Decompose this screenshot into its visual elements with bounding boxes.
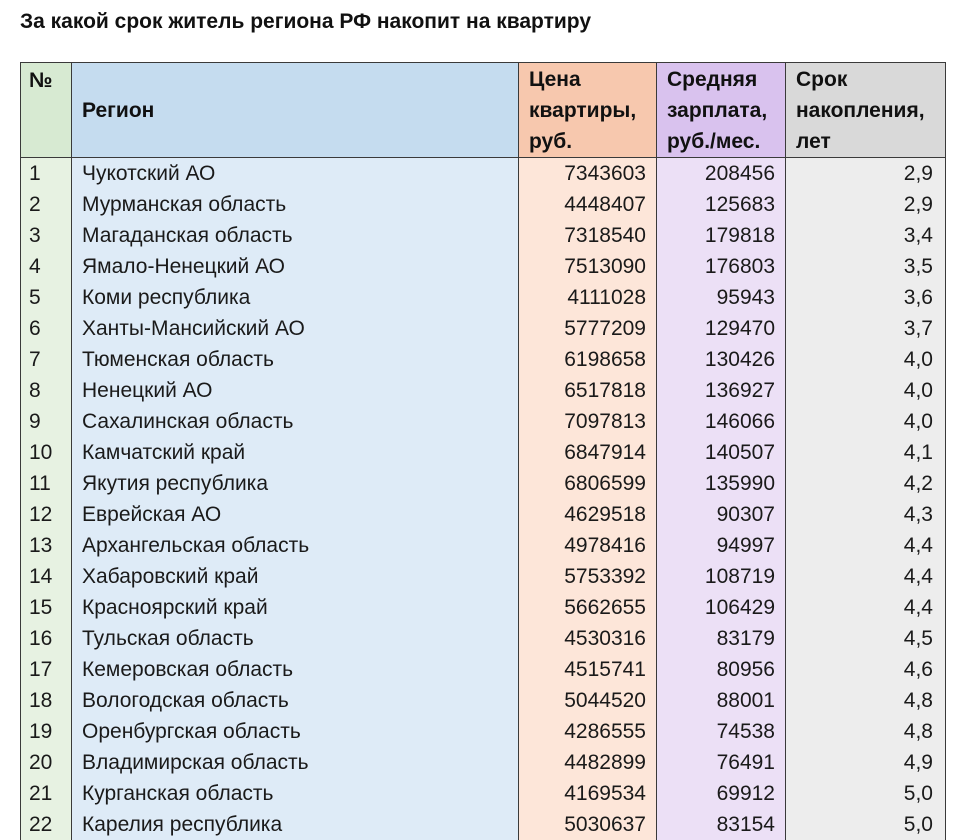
row-number: 2 bbox=[21, 189, 72, 220]
row-number: 22 bbox=[21, 809, 72, 840]
saving-years: 4,0 bbox=[786, 375, 946, 406]
saving-years: 5,0 bbox=[786, 809, 946, 840]
apartment-price: 7513090 bbox=[519, 251, 657, 282]
saving-years: 2,9 bbox=[786, 158, 946, 190]
region-name: Хабаровский край bbox=[72, 561, 519, 592]
row-number: 15 bbox=[21, 592, 72, 623]
average-salary: 69912 bbox=[657, 778, 786, 809]
table-row bbox=[21, 747, 946, 778]
region-name: Чукотский АО bbox=[72, 158, 519, 190]
table-row bbox=[21, 313, 946, 344]
apartment-price: 4629518 bbox=[519, 499, 657, 530]
row-number: 18 bbox=[21, 685, 72, 716]
apartment-price: 4111028 bbox=[519, 282, 657, 313]
average-salary: 146066 bbox=[657, 406, 786, 437]
saving-years: 4,6 bbox=[786, 654, 946, 685]
region-name: Тульская область bbox=[72, 623, 519, 654]
apartment-price: 6198658 bbox=[519, 344, 657, 375]
saving-years: 4,0 bbox=[786, 406, 946, 437]
apartment-price: 5662655 bbox=[519, 592, 657, 623]
average-salary: 136927 bbox=[657, 375, 786, 406]
apartment-price: 6517818 bbox=[519, 375, 657, 406]
saving-years: 4,5 bbox=[786, 623, 946, 654]
table-row bbox=[21, 809, 946, 840]
table-row bbox=[21, 344, 946, 375]
saving-years: 4,4 bbox=[786, 592, 946, 623]
average-salary: 106429 bbox=[657, 592, 786, 623]
average-salary: 88001 bbox=[657, 685, 786, 716]
average-salary: 140507 bbox=[657, 437, 786, 468]
table-row bbox=[21, 220, 946, 251]
apartment-price: 5030637 bbox=[519, 809, 657, 840]
page-title: За какой срок житель региона РФ накопит на квартиру bbox=[20, 10, 591, 34]
table-row bbox=[21, 406, 946, 437]
row-number: 14 bbox=[21, 561, 72, 592]
row-number: 13 bbox=[21, 530, 72, 561]
row-number: 12 bbox=[21, 499, 72, 530]
row-number: 6 bbox=[21, 313, 72, 344]
average-salary: 130426 bbox=[657, 344, 786, 375]
apartment-price: 6806599 bbox=[519, 468, 657, 499]
region-name: Коми республика bbox=[72, 282, 519, 313]
saving-years: 4,2 bbox=[786, 468, 946, 499]
saving-years: 4,8 bbox=[786, 716, 946, 747]
table-row bbox=[21, 437, 946, 468]
saving-years: 3,7 bbox=[786, 313, 946, 344]
average-salary: 125683 bbox=[657, 189, 786, 220]
header-salary: Средняя зарплата, руб./мес. bbox=[657, 63, 786, 158]
row-number: 11 bbox=[21, 468, 72, 499]
apartment-price: 7343603 bbox=[519, 158, 657, 190]
apartment-price: 5753392 bbox=[519, 561, 657, 592]
saving-years: 5,0 bbox=[786, 778, 946, 809]
apartment-price: 7097813 bbox=[519, 406, 657, 437]
header-region: Регион bbox=[72, 63, 519, 158]
region-name: Кемеровская область bbox=[72, 654, 519, 685]
apartment-price: 4530316 bbox=[519, 623, 657, 654]
average-salary: 90307 bbox=[657, 499, 786, 530]
region-name: Тюменская область bbox=[72, 344, 519, 375]
apartment-price: 6847914 bbox=[519, 437, 657, 468]
apartment-price: 4978416 bbox=[519, 530, 657, 561]
apartment-price: 5044520 bbox=[519, 685, 657, 716]
saving-years: 4,4 bbox=[786, 530, 946, 561]
apartment-price: 5777209 bbox=[519, 313, 657, 344]
table-header-row bbox=[21, 63, 946, 158]
row-number: 8 bbox=[21, 375, 72, 406]
average-salary: 83154 bbox=[657, 809, 786, 840]
region-name: Камчатский край bbox=[72, 437, 519, 468]
table-row bbox=[21, 468, 946, 499]
region-name: Оренбургская область bbox=[72, 716, 519, 747]
apartment-price: 4482899 bbox=[519, 747, 657, 778]
average-salary: 129470 bbox=[657, 313, 786, 344]
header-price: Цена квартиры, руб. bbox=[519, 63, 657, 158]
row-number: 3 bbox=[21, 220, 72, 251]
apartment-price: 7318540 bbox=[519, 220, 657, 251]
region-name: Мурманская область bbox=[72, 189, 519, 220]
average-salary: 83179 bbox=[657, 623, 786, 654]
table-row bbox=[21, 375, 946, 406]
saving-years: 3,6 bbox=[786, 282, 946, 313]
table-row bbox=[21, 530, 946, 561]
table-row bbox=[21, 654, 946, 685]
table-row bbox=[21, 189, 946, 220]
region-name: Вологодская область bbox=[72, 685, 519, 716]
saving-years: 3,4 bbox=[786, 220, 946, 251]
average-salary: 176803 bbox=[657, 251, 786, 282]
table-row bbox=[21, 499, 946, 530]
saving-years: 4,0 bbox=[786, 344, 946, 375]
saving-years: 4,4 bbox=[786, 561, 946, 592]
table-row bbox=[21, 251, 946, 282]
row-number: 5 bbox=[21, 282, 72, 313]
row-number: 7 bbox=[21, 344, 72, 375]
average-salary: 108719 bbox=[657, 561, 786, 592]
table-row bbox=[21, 716, 946, 747]
apartment-price: 4169534 bbox=[519, 778, 657, 809]
region-name: Ямало-Ненецкий АО bbox=[72, 251, 519, 282]
table-row bbox=[21, 685, 946, 716]
saving-years: 2,9 bbox=[786, 189, 946, 220]
row-number: 9 bbox=[21, 406, 72, 437]
region-name: Еврейская АО bbox=[72, 499, 519, 530]
table-body bbox=[21, 158, 946, 840]
region-name: Якутия республика bbox=[72, 468, 519, 499]
row-number: 19 bbox=[21, 716, 72, 747]
average-salary: 208456 bbox=[657, 158, 786, 190]
region-name: Владимирская область bbox=[72, 747, 519, 778]
region-name: Сахалинская область bbox=[72, 406, 519, 437]
average-salary: 80956 bbox=[657, 654, 786, 685]
row-number: 1 bbox=[21, 158, 72, 190]
average-salary: 94997 bbox=[657, 530, 786, 561]
row-number: 10 bbox=[21, 437, 72, 468]
header-years: Срок накопления, лет bbox=[786, 63, 946, 158]
header-num: № bbox=[21, 63, 72, 158]
average-salary: 95943 bbox=[657, 282, 786, 313]
saving-years: 4,8 bbox=[786, 685, 946, 716]
saving-years: 4,9 bbox=[786, 747, 946, 778]
region-name: Ненецкий АО bbox=[72, 375, 519, 406]
region-name: Архангельская область bbox=[72, 530, 519, 561]
region-name: Магаданская область bbox=[72, 220, 519, 251]
saving-years: 4,3 bbox=[786, 499, 946, 530]
row-number: 21 bbox=[21, 778, 72, 809]
table-row bbox=[21, 561, 946, 592]
apartment-price: 4515741 bbox=[519, 654, 657, 685]
row-number: 20 bbox=[21, 747, 72, 778]
regions-table bbox=[20, 62, 946, 840]
table-row bbox=[21, 778, 946, 809]
saving-years: 4,1 bbox=[786, 437, 946, 468]
table-row bbox=[21, 282, 946, 313]
average-salary: 179818 bbox=[657, 220, 786, 251]
average-salary: 74538 bbox=[657, 716, 786, 747]
region-name: Карелия республика bbox=[72, 809, 519, 840]
average-salary: 135990 bbox=[657, 468, 786, 499]
apartment-price: 4286555 bbox=[519, 716, 657, 747]
average-salary: 76491 bbox=[657, 747, 786, 778]
table-row bbox=[21, 158, 946, 190]
row-number: 4 bbox=[21, 251, 72, 282]
apartment-price: 4448407 bbox=[519, 189, 657, 220]
row-number: 17 bbox=[21, 654, 72, 685]
table-row bbox=[21, 623, 946, 654]
region-name: Ханты-Мансийский АО bbox=[72, 313, 519, 344]
region-name: Курганская область bbox=[72, 778, 519, 809]
table-row bbox=[21, 592, 946, 623]
row-number: 16 bbox=[21, 623, 72, 654]
region-name: Красноярский край bbox=[72, 592, 519, 623]
saving-years: 3,5 bbox=[786, 251, 946, 282]
